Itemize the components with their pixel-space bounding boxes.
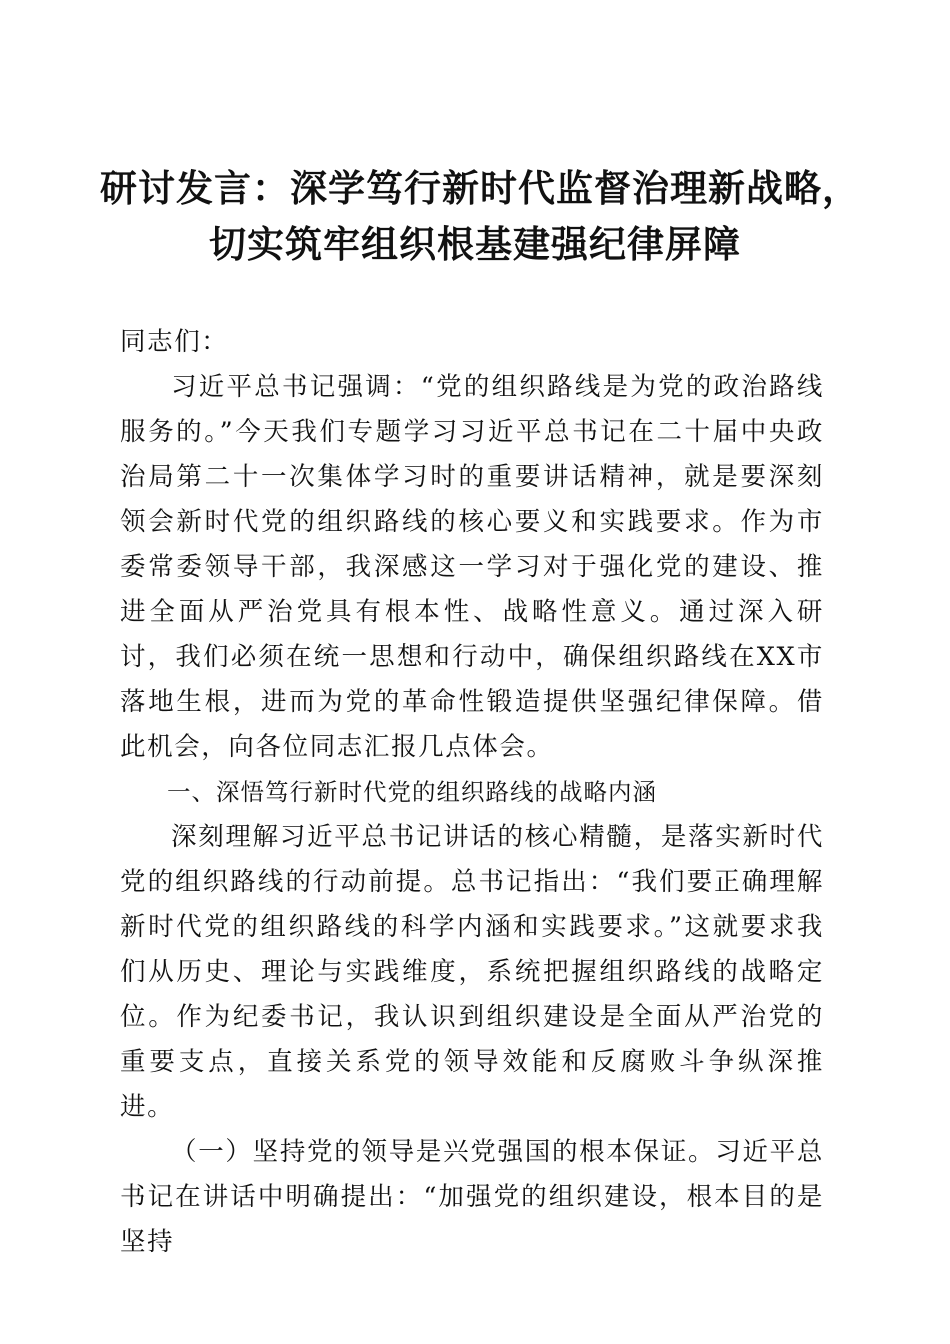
section-heading-1: 一、深悟笃行新时代党的组织路线的战略内涵: [167, 778, 657, 806]
document-title: [100, 160, 860, 272]
title-line-2: 切实筑牢组织根基建强纪律屏障: [209, 222, 741, 266]
paragraph-section-1: 深刻理解习近平总书记讲话的核心精髓，是落实新时代党的组织路线的行动前提。总书记指出：“我们要正确理解新时代党的组织路线的科学内涵和实践要求。”这就要求我们从历史、理论与实践维度，系统把握组织路线的战略定位。作为纪委书记，我认识到组织建设是全面从严治党的重要支点，直接关系党的领导效能和反腐败斗争纵深推进。: [120, 822, 824, 1122]
subheading-1-text: 习近平总书记在讲话中明确提出：“加强党的组织建设，根本目的是坚持: [120, 1137, 824, 1257]
salutation: 同志们：: [120, 327, 229, 357]
paragraph-intro: 习近平总书记强调：“党的组织路线是为党的政治路线服务的。”今天我们专题学习习近平总书记在二十届中央政治局第二十一次集体学习时的重要讲话精神，就是要深刻领会新时代党的组织路线的核心要义和实践要求。作为市委常委领导干部，我深感这一学习对于强化党的建设、推进全面从严治党具有根本性、战略性意义。通过深入研讨，我们必须在统一思想和行动中，确保组织路线在XX市落地生根，进而为党的革命性锻造提供坚强纪律保障。借此机会，向各位同志汇报几点体会。: [120, 372, 824, 762]
title-line-1: 研讨发言：深学笃行新时代监督治理新战略，: [100, 166, 860, 210]
document-body: [120, 320, 824, 1265]
paragraph-subsection-1: [120, 1130, 824, 1265]
subheading-1-lead: （一）坚持党的领导是兴党强国的根本保证。: [171, 1137, 716, 1167]
